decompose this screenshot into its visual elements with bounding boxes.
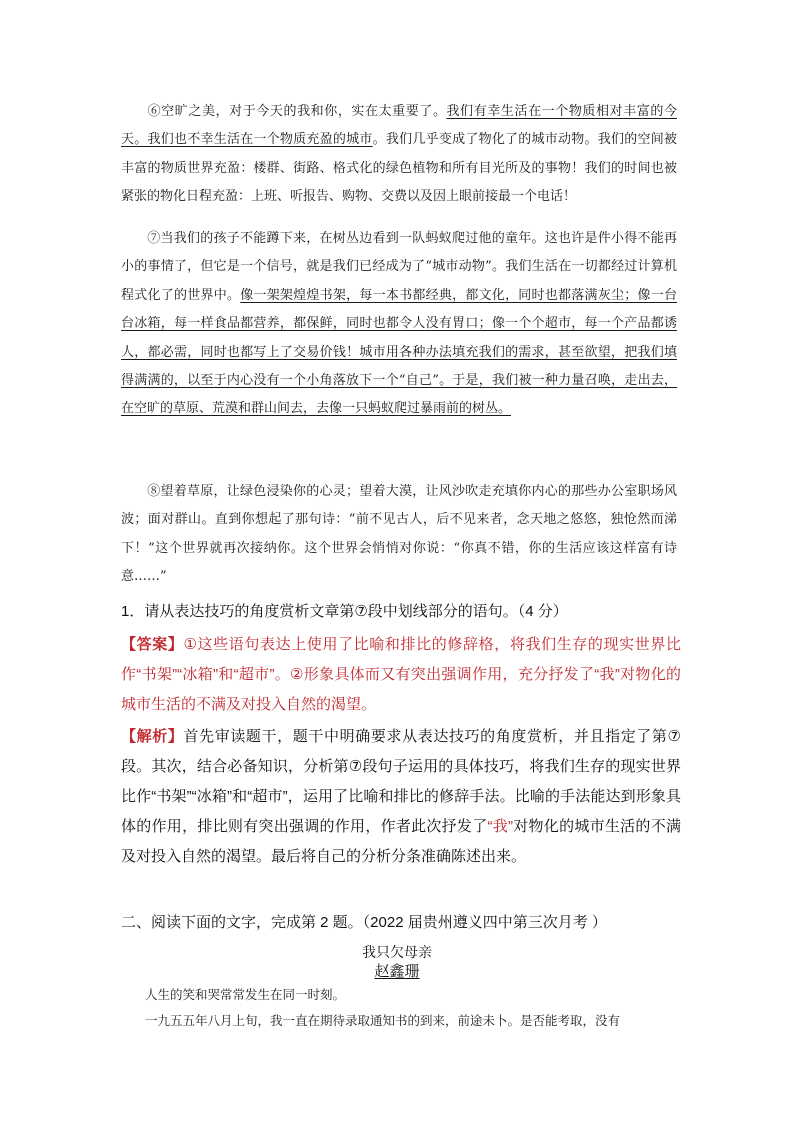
story-line-1-text: 人生的笑和哭常常发生在同一时刻。	[145, 987, 346, 1002]
story-title: 我只欠母亲	[362, 944, 432, 960]
answer-block	[121, 630, 681, 720]
story-line-2	[121, 1009, 677, 1033]
analysis-text: 首先审读题干，题干中明确要求从表达技巧的角度赏析，并且指定了第⑦段。其次，结合必备知识，分析第⑦段句子运用的具体技巧，将我们生存的现实世界比作“书架”“冰箱”和“超市”，运用了比喻和排比的修辞手法。比喻的手法能达到形象具体的作用，排比则有突出强调的作用，作者此次抒发了	[121, 728, 681, 835]
answer-text: ①这些语句表达上使用了比喻和排比的修辞格，将我们生存的现实世界比作“书架”“冰箱”和“超市”。②形象具体而又有突出强调作用，充分抒发了“我”对物化的城市生活的不满及对投入自然的渴望。	[121, 636, 681, 713]
analysis-text-rest: 对物化的城市生活的不满及对投入自然的渴望。最后将自己的分析分条准确陈述出来。	[121, 818, 681, 865]
paragraph-6-underlined: 我们有幸生活在一个物质相对丰富的今天。我们也不幸生活在一个物质充盈的城市	[121, 104, 677, 148]
section-2-heading	[121, 908, 681, 938]
section-2-text: 二、阅读下面的文字，完成第 2 题。（2022 届贵州遵义四中第三次月考 ）	[121, 914, 607, 931]
paragraph-7-text: ⑦当我们的孩子不能蹲下来，在树丛边看到一队蚂蚁爬过他的童年。这也许是件小得不能再小的事情了，但它是一个信号，就是我们已经成为了“城市动物”。我们生活在一切都经过计算机程式化了的世界中。	[121, 231, 677, 303]
paragraph-6	[121, 98, 677, 212]
answer-tag: 【答案】	[121, 636, 184, 653]
paragraph-7-underlined: 像一架架煌煌书架，每一本书都经典，都文化，同时也都落满灰尘；像一台台冰箱，每一样食品都营养，都保鲜，同时也都令人没有胃口；像一个个超市，每一个产品都诱人，都必需，同时也都写上了交易价钱！	[121, 287, 677, 360]
story-line-1	[121, 983, 677, 1007]
paragraph-8-text: ⑧望着草原，让绿色浸染你的心灵；望着大漠，让风沙吹走充填你内心的那些办公室职场风波；面对群山。直到你想起了那句诗：“前不见古人，后不见来者，念天地之悠悠，独怆然而涕下！”这个世界就再次接纳你。这个世界会悄悄对你说：“你真不错，你的生活应该这样富有诗意……”	[121, 484, 677, 585]
paragraph-6-text: ⑥空旷之美，对于今天的我和你，实在太重要了。	[147, 104, 447, 119]
question-1	[121, 597, 681, 627]
question-1-text: 1．请从表达技巧的角度赏析文章第⑦段中划线部分的语句。（4 分）	[121, 603, 568, 620]
analysis-block	[121, 722, 681, 872]
paragraph-8	[121, 478, 677, 592]
story-author: 赵鑫珊	[374, 963, 420, 980]
story-line-2-text: 一九五五年八月上旬，我一直在期待录取通知书的到来，前途未卜。是否能考取，没有	[145, 1013, 621, 1028]
paragraph-7	[121, 225, 677, 424]
paragraph-7-underlined-rest: 城市用各种办法填充我们的需求，甚至欲望，把我们填得满满的，以至于内心没有一个小角落放下一个“自己”。于是，我们被一种力量召唤，走出去，在空旷的草原、荒漠和群山间去，去像一只蚂蚁爬过暴雨前的树丛。	[121, 344, 677, 417]
analysis-tag: 【解析】	[121, 728, 184, 745]
paragraph-6-rest: 。我们几乎变成了物化了的城市动物。我们的空间被丰富的物质世界充盈：楼群、街路、格式化的绿色植物和所有目光所及的事物！我们的时间也被紧张的物化日程充盈：上班、听报告、购物、交费以及因上眼前接最一个电话！	[121, 132, 677, 205]
analysis-highlight: “我”	[487, 818, 513, 835]
